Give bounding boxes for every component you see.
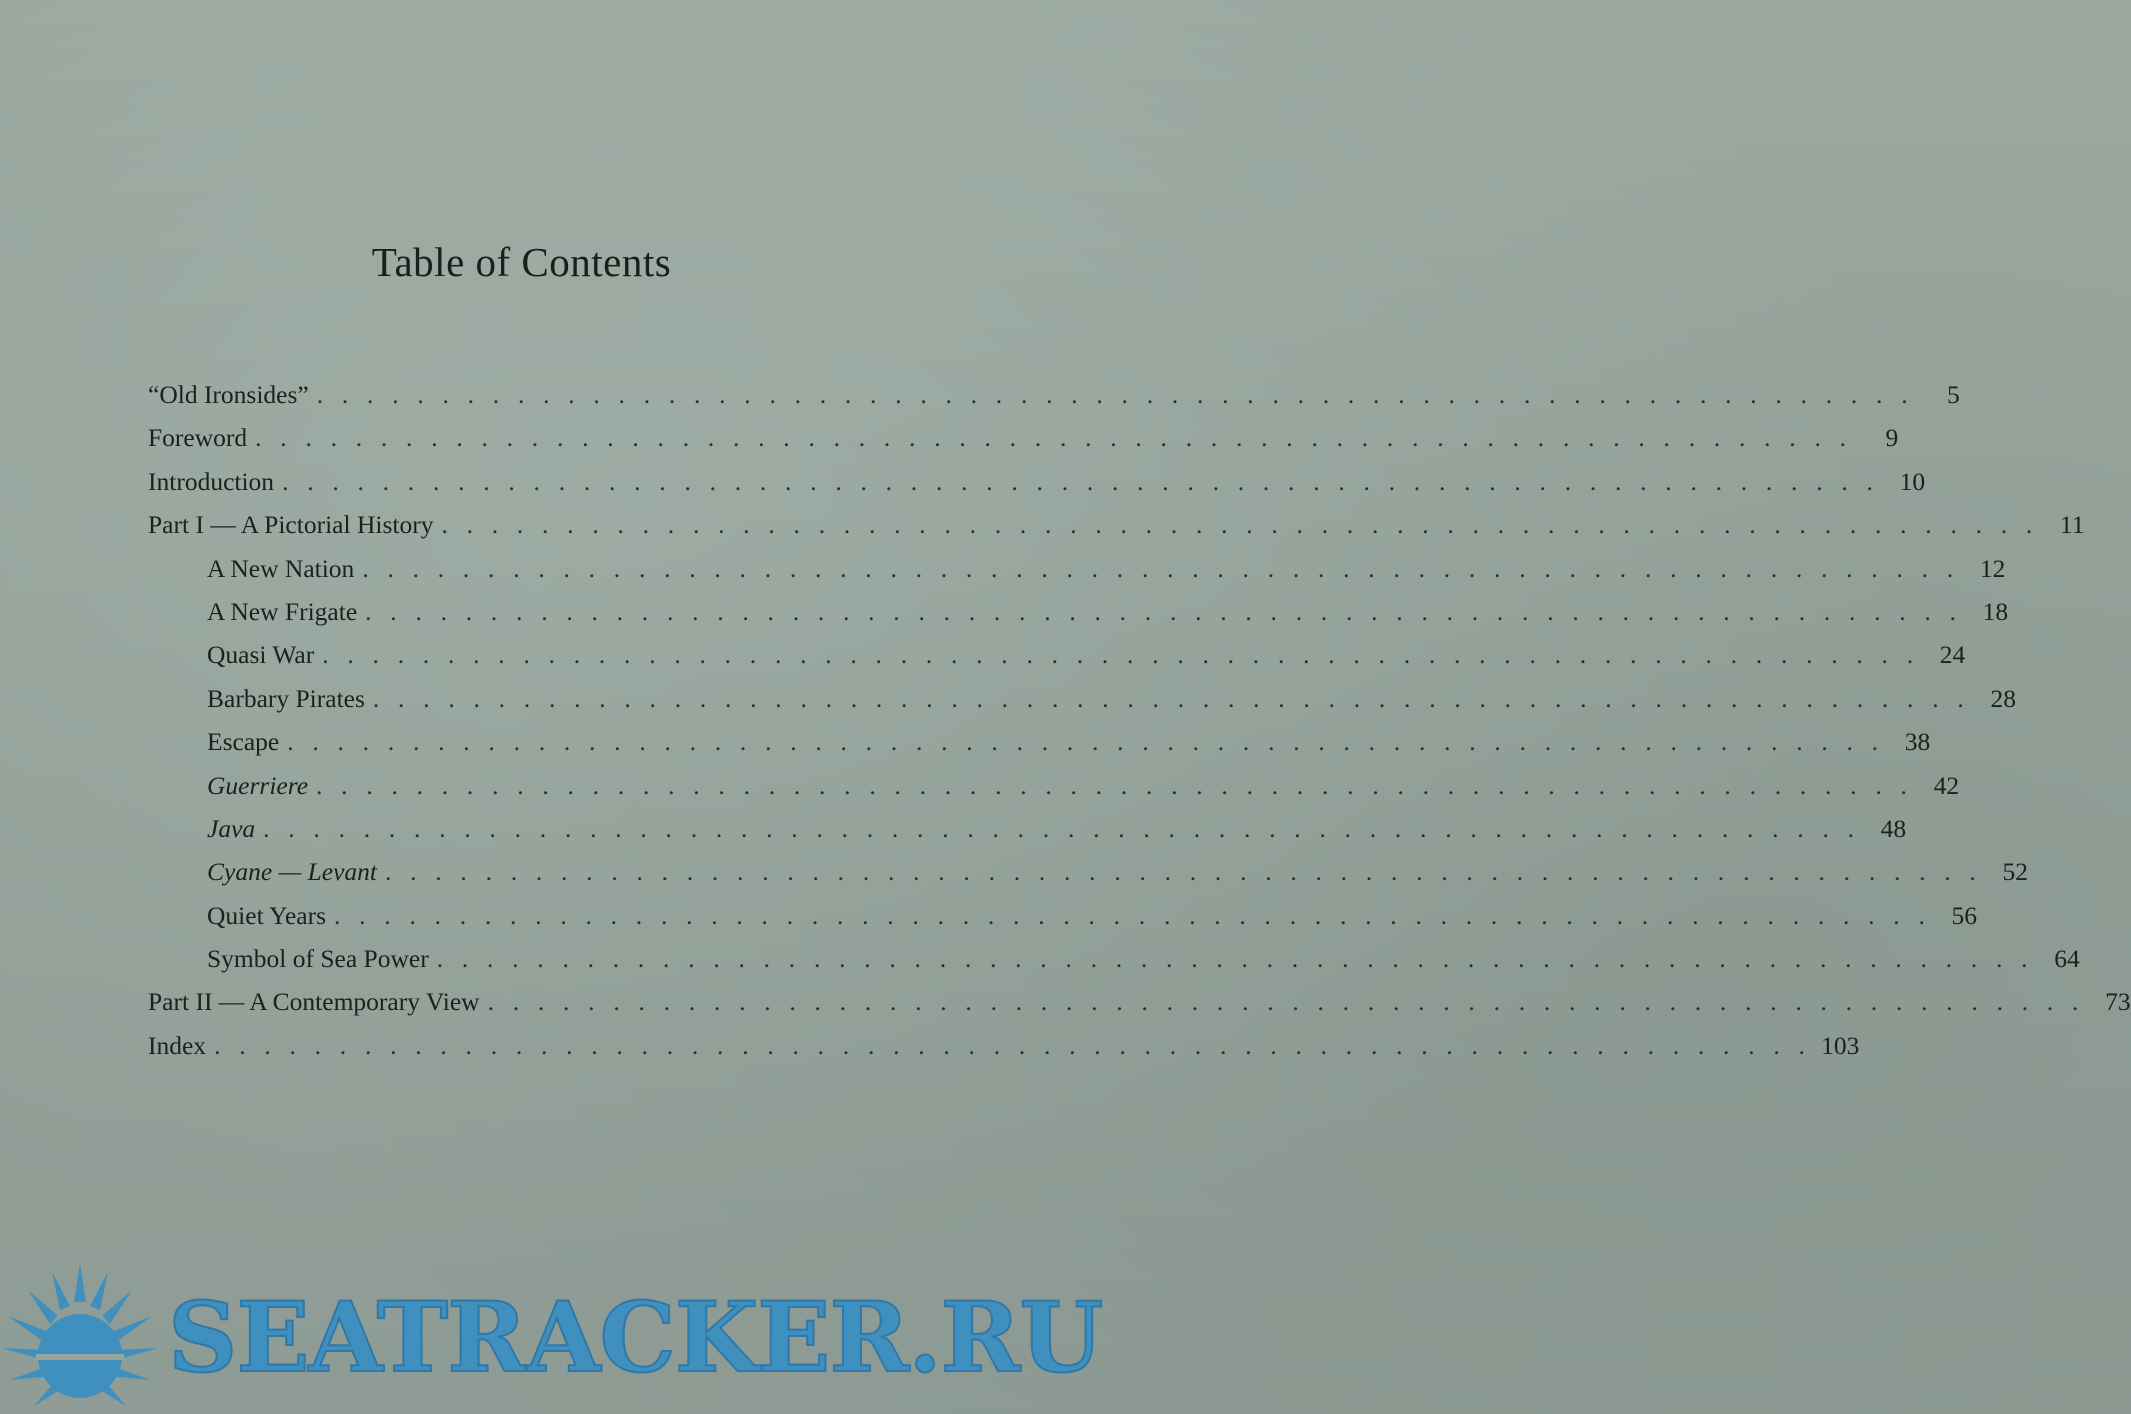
toc-leader-dots: . . . . . . . . . . . . . . . . . . . . . . . . . . . . . . . . . . . . . . . . . . . . . . . . . . . . . . . . . . . . . . . . <box>372 683 1970 713</box>
toc-entry-page: 5 <box>1947 380 1960 409</box>
toc-leader-dots: . . . . . . . . . . . . . . . . . . . . . . . . . . . . . . . . . . . . . . . . . . . . . . . . . . . . . . . . . . . . . . . . <box>255 423 1853 453</box>
toc-entry-label: Barbary Pirates <box>207 683 365 713</box>
toc-entry[interactable] <box>148 466 1926 510</box>
toc-entry-label: Guerriere <box>207 770 309 800</box>
toc-leader-dots: . . . . . . . . . . . . . . . . . . . . . . . . . . . . . . . . . . . . . . . . . . . . . . . . . . . . . . . . . . . . . . . . <box>334 900 1932 930</box>
toc-entry[interactable] <box>148 380 1960 423</box>
toc-entry-page: 56 <box>1951 900 1978 930</box>
toc-entry-label: Foreword <box>148 423 248 453</box>
toc-entry-page: 73 <box>2105 987 2131 1017</box>
toc-entry[interactable] <box>148 510 2085 553</box>
page-title: Table of Contents <box>371 239 672 285</box>
toc-entry-label: Cyane — Levant <box>207 857 377 887</box>
toc-entry-page: 52 <box>2002 857 2029 887</box>
toc-entry[interactable] <box>148 1030 1860 1074</box>
toc-leader-dots: . . . . . . . . . . . . . . . . . . . . . . . . . . . . . . . . . . . . . . . . . . . . . . . . . . . . . . . . . . . . . . . . <box>436 944 2034 974</box>
toc-entry-page: 64 <box>2054 944 2080 974</box>
toc-leader-dots: . . . . . . . . . . . . . . . . . . . . . . . . . . . . . . . . . . . . . . . . . . . . . . . . . . . . . . . . . . . . . . . . <box>362 553 1960 583</box>
toc-entry-label: Part II — A Contemporary View <box>148 987 480 1017</box>
toc-entry[interactable] <box>148 683 2016 727</box>
toc-leader-dots: . . . . . . . . . . . . . . . . . . . . . . . . . . . . . . . . . . . . . . . . . . . . . . . . . . . . . . . . . . . . . . . . <box>384 857 1983 887</box>
toc-entry-page: 12 <box>1979 553 2006 583</box>
toc-entry-page: 48 <box>1880 813 1907 843</box>
toc-leader-dots: . . . . . . . . . . . . . . . . . . . . . . . . . . . . . . . . . . . . . . . . . . . . . . . . . . . . . . . . . . . . . . . . <box>287 727 1885 757</box>
toc-entry-page: 9 <box>1885 423 1899 453</box>
sun-icon <box>0 1262 160 1414</box>
toc-entry-label: Symbol of Sea Power <box>207 944 429 974</box>
toc-entry[interactable] <box>148 987 2131 1030</box>
toc-entry[interactable] <box>148 640 1966 683</box>
toc-entry[interactable] <box>148 727 1931 770</box>
toc-entry-label: Quasi War <box>207 640 315 670</box>
toc-entry-page: 10 <box>1899 466 1926 496</box>
toc-entry[interactable] <box>148 857 2029 900</box>
toc-entry-label: Escape <box>207 727 280 757</box>
toc-leader-dots: . . . . . . . . . . . . . . . . . . . . . . . . . . . . . . . . . . . . . . . . . . . . . . . . . . . . . . . . . . . . . . . . <box>365 596 1963 626</box>
toc-entry-label: A New Nation <box>207 553 355 583</box>
toc-entry-page: 42 <box>1933 770 1960 800</box>
toc-entry-label: A New Frigate <box>207 596 358 626</box>
toc-entry-label: Java <box>207 813 256 843</box>
toc-entry-page: 24 <box>1939 640 1966 670</box>
watermark-text: SEATRACKER.RU <box>168 1281 1103 1394</box>
toc-entry-label: Quiet Years <box>207 900 326 930</box>
toc-leader-dots: . . . . . . . . . . . . . . . . . . . . . . . . . . . . . . . . . . . . . . . . . . . . . . . . . . . . . . . . . . . . . . . . <box>487 987 2085 1017</box>
toc-leader-dots: . . . . . . . . . . . . . . . . . . . . . . . . . . . . . . . . . . . . . . . . . . . . . . . . . . . . . . . . . . . . . . . . <box>316 770 1914 800</box>
toc-entry[interactable] <box>148 553 2006 597</box>
toc-entry[interactable] <box>148 423 1899 466</box>
toc-entry[interactable] <box>148 770 1960 814</box>
toc-leader-dots: . . . . . . . . . . . . . . . . . . . . . . . . . . . . . . . . . . . . . . . . . . . . . . . . . . . . . . . . . . . . . . . . <box>282 466 1880 496</box>
toc-entry-label: Introduction <box>148 466 275 496</box>
toc-leader-dots: . . . . . . . . . . . . . . . . . . . . . . . . . . . . . . . . . . . . . . . . . . . . . . . . . . . . . . . . . . . . . . . . <box>322 640 1920 670</box>
toc-entry[interactable] <box>148 944 2080 987</box>
toc-entry[interactable] <box>148 596 2009 640</box>
toc-entry-page: 103 <box>1821 1030 1860 1060</box>
toc-leader-dots: . . . . . . . . . . . . . . . . . . . . . . . . . . . . . . . . . . . . . . . . . . . . . . . . . . . . . . . . . . . . . . . . <box>441 510 2039 540</box>
toc-entry-label: “Old Ironsides” <box>148 380 309 409</box>
toc-leader-dots: . . . . . . . . . . . . . . . . . . . . . . . . . . . . . . . . . . . . . . . . . . . . . . . . . . . . . . . . . . . . . . . . <box>316 380 1914 409</box>
toc-entry-page: 38 <box>1904 727 1931 757</box>
toc-leader-dots: . . . . . . . . . . . . . . . . . . . . . . . . . . . . . . . . . . . . . . . . . . . . . . . . . . . . . . . . . . . . . . . . <box>214 1030 1812 1060</box>
toc-entry-page: 11 <box>2059 510 2085 540</box>
toc-entry-page: 28 <box>1990 683 2016 713</box>
toc-entry[interactable] <box>148 900 1978 944</box>
toc-entry[interactable] <box>148 813 1907 857</box>
toc-entry-label: Part I — A Pictorial History <box>148 510 434 540</box>
toc-entry-label: Index <box>148 1030 207 1060</box>
toc-entry-page: 18 <box>1982 596 2009 626</box>
table-of-contents <box>148 380 2131 1074</box>
toc-leader-dots: . . . . . . . . . . . . . . . . . . . . . . . . . . . . . . . . . . . . . . . . . . . . . . . . . . . . . . . . . . . . . . . . <box>263 813 1861 843</box>
